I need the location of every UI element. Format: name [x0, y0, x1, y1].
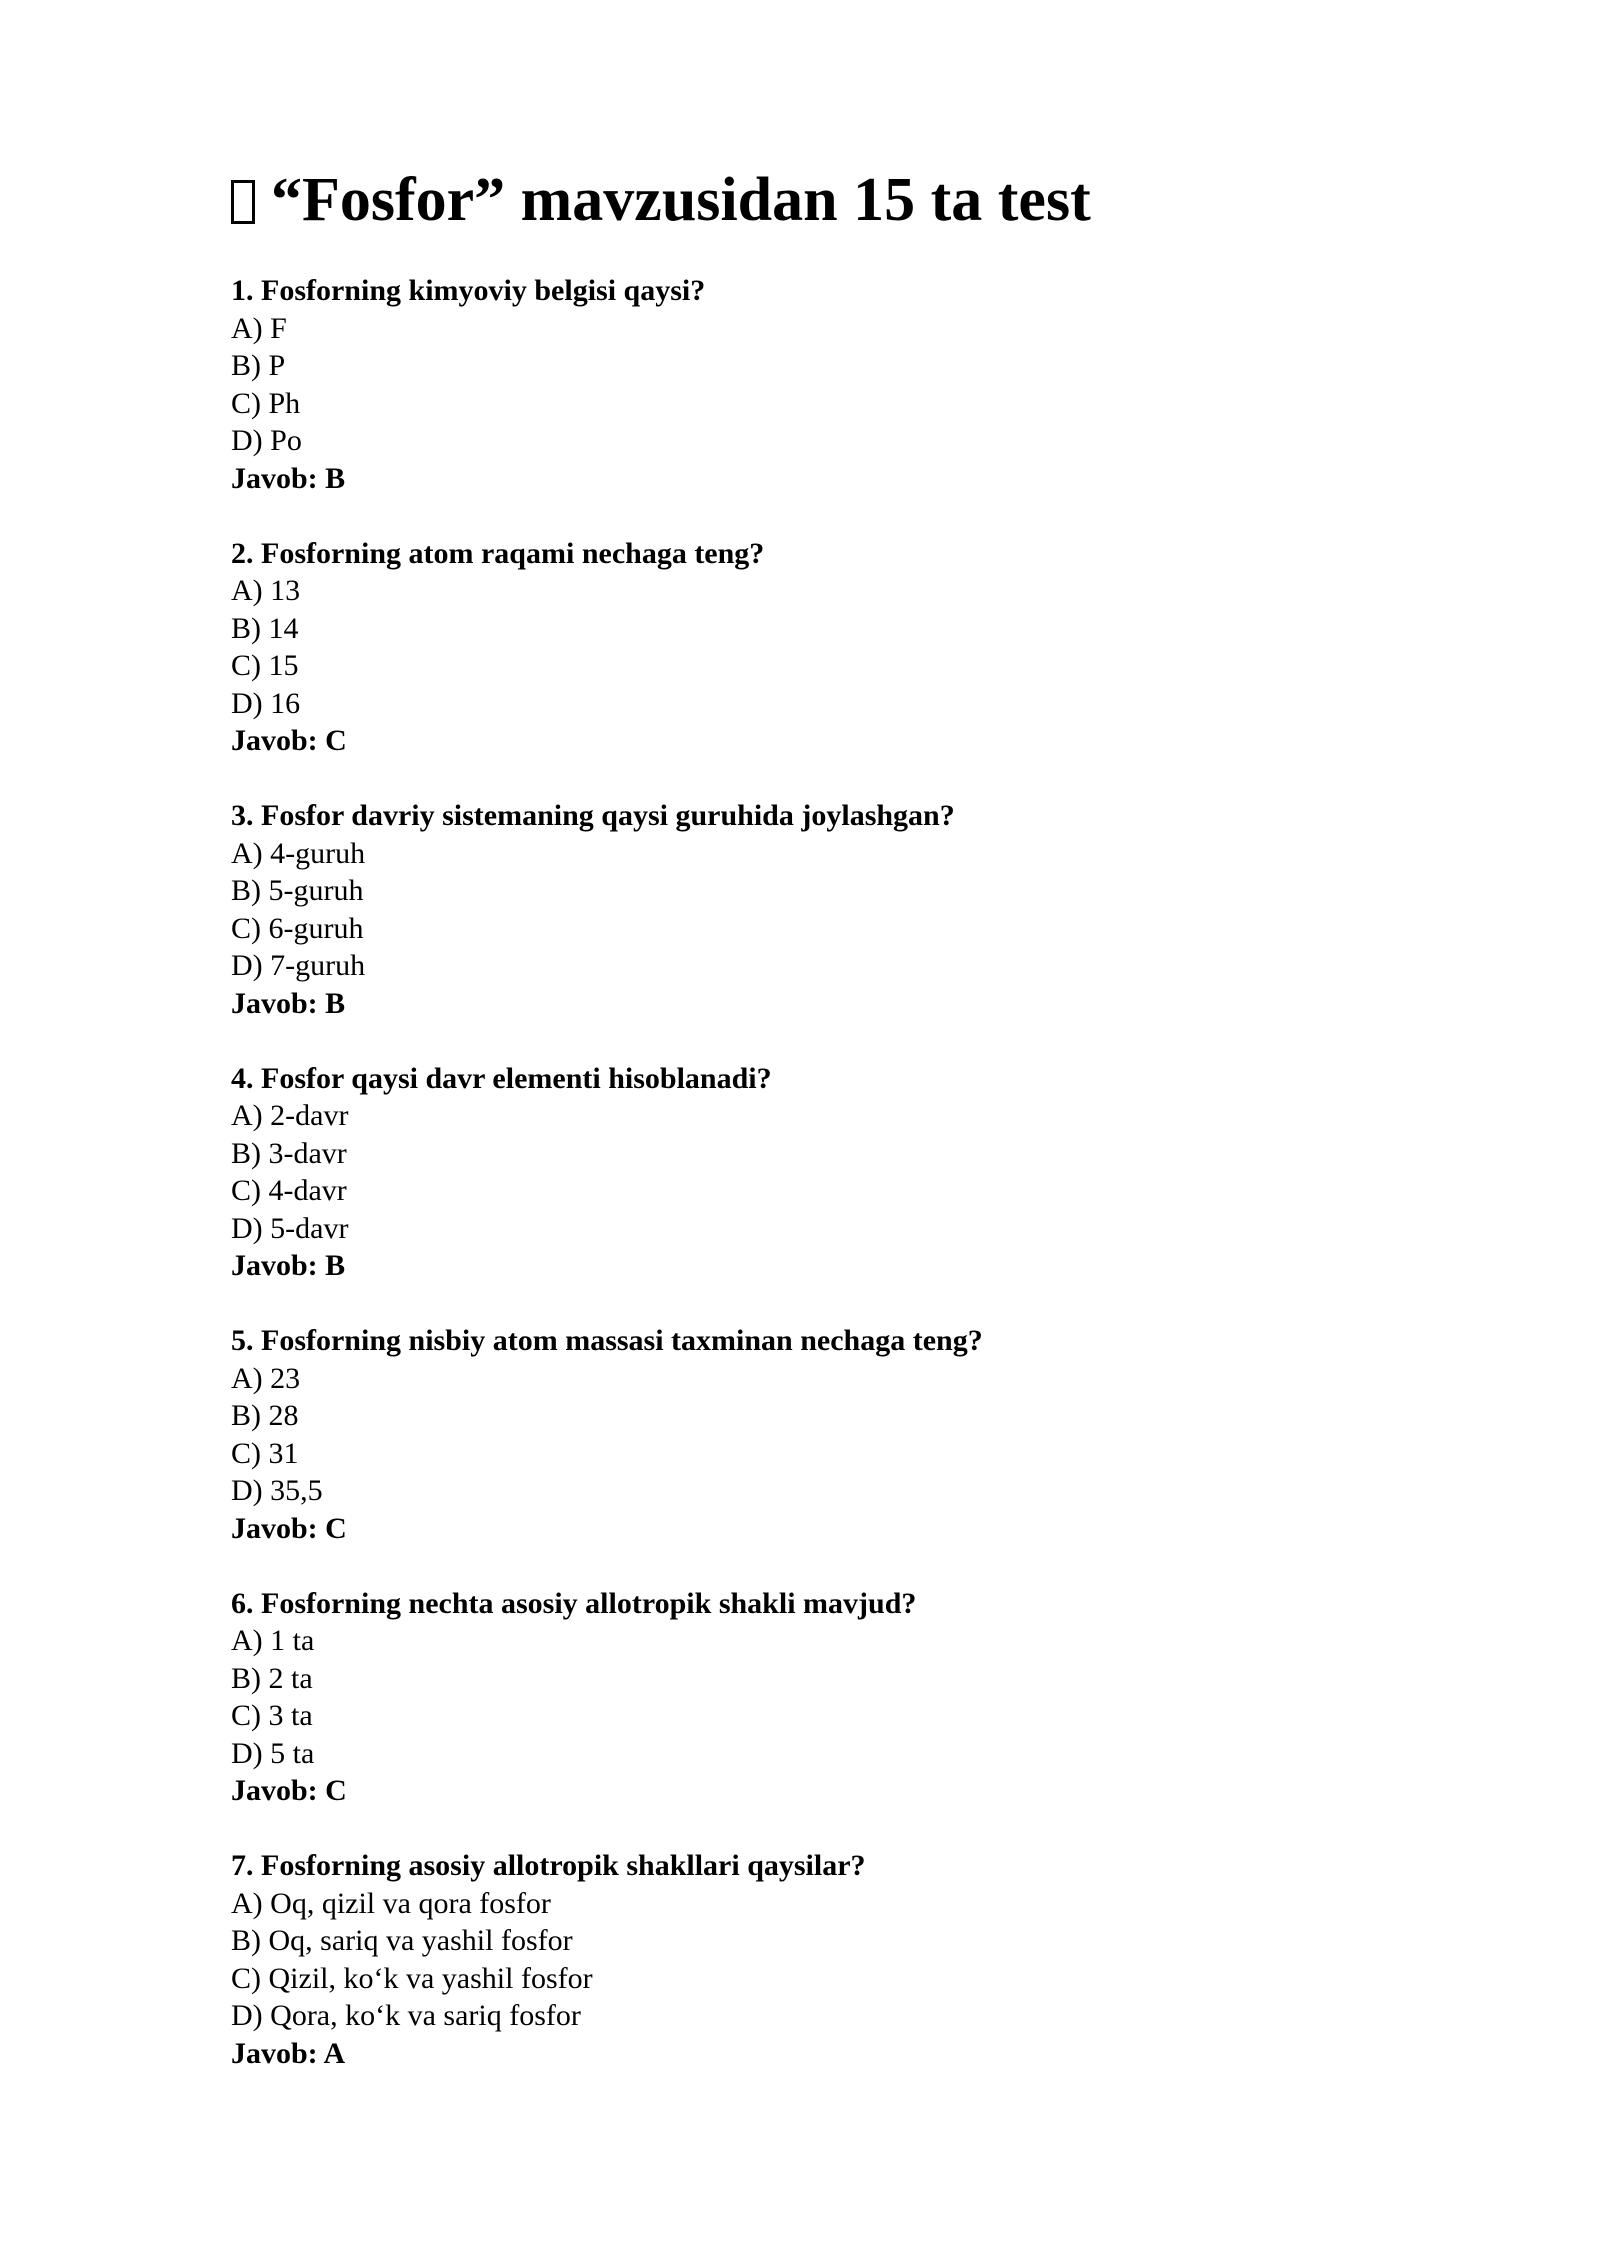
option-d: D) 5-davr	[231, 1211, 349, 1245]
option-b: B) P	[231, 349, 286, 382]
option-b: B) 2 ta	[231, 1661, 313, 1695]
question-block	[231, 1060, 1431, 1285]
option-c: C) 31	[231, 1436, 299, 1470]
option-d: D) Po	[231, 424, 302, 457]
option-b: B) 3-davr	[231, 1136, 347, 1170]
question-block	[231, 1847, 1431, 2072]
title-text: “Fosfor” mavzusidan 15 ta test	[271, 166, 1091, 234]
option-d: D) 5 ta	[231, 1736, 315, 1770]
option-d: D) 35,5	[231, 1474, 323, 1507]
option-d: D) 16	[231, 686, 301, 720]
option-a: A) Oq, qizil va qora fosfor	[231, 1886, 551, 1920]
option-c: C) 4-davr	[231, 1174, 347, 1207]
question-text: 1. Fosforning kimyoviy belgisi qaysi?	[231, 274, 706, 307]
option-a: A) 23	[231, 1361, 301, 1395]
answer-line: Javob: B	[231, 986, 346, 1020]
option-a: A) F	[231, 311, 287, 345]
question-text: 4. Fosfor qaysi davr elementi hisoblanadi?	[231, 1061, 772, 1095]
option-c: C) Qizil, ko‘k va yashil fosfor	[231, 1961, 593, 1995]
answer-line: Javob: B	[231, 461, 346, 495]
answer-line: Javob: C	[231, 724, 347, 757]
answer-line: Javob: B	[231, 1249, 346, 1282]
option-c: C) 6-guruh	[231, 911, 364, 945]
option-b: B) 28	[231, 1399, 299, 1432]
answer-line: Javob: C	[231, 1774, 347, 1807]
option-b: B) Oq, sariq va yashil fosfor	[231, 1924, 573, 1957]
option-d: D) Qora, ko‘k va sariq fosfor	[231, 1999, 581, 2032]
document-title	[231, 160, 1431, 240]
option-a: A) 13	[231, 574, 301, 607]
question-block	[231, 535, 1431, 760]
question-text: 3. Fosfor davriy sistemaning qaysi guruhida joylashgan?	[231, 799, 955, 832]
option-c: C) 15	[231, 649, 299, 682]
answer-line: Javob: A	[231, 2036, 346, 2070]
question-text: 7. Fosforning asosiy allotropik shakllari qaysilar?	[231, 1849, 866, 1882]
option-c: C) Ph	[231, 386, 301, 420]
option-c: C) 3 ta	[231, 1699, 313, 1732]
question-text: 6. Fosforning nechta asosiy allotropik shakli mavjud?	[231, 1586, 917, 1620]
question-block	[231, 1585, 1431, 1810]
question-block	[231, 797, 1431, 1022]
option-a: A) 1 ta	[231, 1624, 315, 1657]
question-text: 5. Fosforning nisbiy atom massasi taxminan nechaga teng?	[231, 1324, 983, 1357]
option-a: A) 4-guruh	[231, 836, 366, 870]
question-text: 2. Fosforning atom raqami nechaga teng?	[231, 536, 765, 570]
missing-glyph-icon	[231, 180, 255, 224]
answer-line: Javob: C	[231, 1511, 347, 1545]
option-b: B) 5-guruh	[231, 874, 364, 907]
option-d: D) 7-guruh	[231, 949, 366, 982]
document-page	[231, 160, 1431, 2110]
option-a: A) 2-davr	[231, 1099, 349, 1132]
question-block	[231, 1322, 1431, 1547]
option-b: B) 14	[231, 611, 299, 645]
question-block	[231, 272, 1431, 497]
